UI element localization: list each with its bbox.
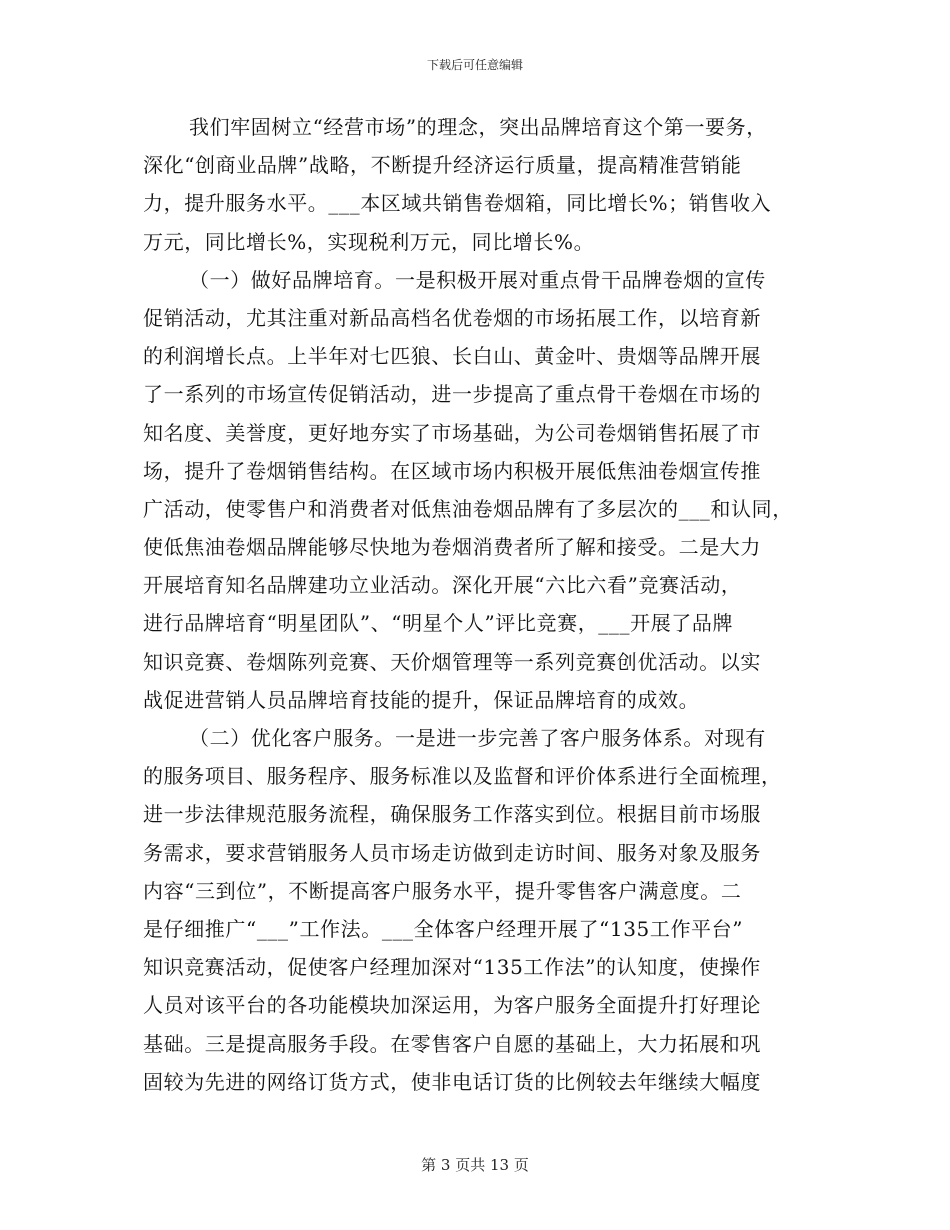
- page-header-note: 下载后可任意编辑: [426, 58, 523, 72]
- text-line: （一）做好品牌培育。一是积极开展对重点骨干品牌卷烟的宣传: [189, 267, 766, 292]
- text-line: 战促进营销人员品牌培育技能的提升，保证品牌培育的成效。: [143, 687, 700, 712]
- text-line: 固较为先进的网络订货方式，使非电话订货的比例较去年继续大幅度: [143, 1069, 761, 1094]
- text-line: （二）优化客户服务。一是进一步完善了客户服务体系。对现有: [189, 726, 766, 750]
- text-line: 力，提升服务水平。___本区域共销售卷烟箱，同比增长%；销售收入: [143, 191, 772, 216]
- text-line: 使低焦油卷烟品牌能够尽快地为卷烟消费者所了解和接受。二是大力: [143, 535, 761, 560]
- text-line: 万元，同比增长%，实现税利万元，同比增长%。: [143, 229, 595, 254]
- text-line: 进一步法律规范服务流程，确保服务工作落实到位。根据目前市场服: [143, 802, 761, 827]
- text-line: 的服务项目、服务程序、服务标准以及监督和评价体系进行全面梳理，: [143, 764, 782, 789]
- text-line: 知识竞赛、卷烟陈列竞赛、天价烟管理等一系列竞赛创优活动。以实: [143, 649, 761, 674]
- text-line: 知识竞赛活动，促使客户经理加深对“135工作法”的认知度，使操作: [143, 955, 761, 980]
- text-line: 进行品牌培育“明星团队”、“明星个人”评比竞赛，___开展了品牌: [143, 611, 734, 636]
- text-line: 知名度、美誉度，更好地夯实了市场基础，为公司卷烟销售拓展了市: [143, 420, 761, 445]
- text-line: 人员对该平台的各功能模块加深运用，为客户服务全面提升打好理论: [143, 993, 761, 1018]
- text-line: 基础。三是提高服务手段。在零售客户自愿的基础上，大力拓展和巩: [143, 1031, 761, 1056]
- text-line: 的利润增长点。上半年对七匹狼、长白山、黄金叶、贵烟等品牌开展: [143, 344, 761, 369]
- text-line: 促销活动，尤其注重对新品高档名优卷烟的市场拓展工作，以培育新: [143, 305, 761, 330]
- text-line: 了一系列的市场宣传促销活动，进一步提高了重点骨干卷烟在市场的: [143, 382, 761, 407]
- text-line: 深化“创商业品牌”战略，不断提升经济运行质量，提高精准营销能: [143, 153, 742, 178]
- text-line: 务需求，要求营销服务人员市场走访做到走访时间、服务对象及服务: [143, 840, 761, 865]
- text-line: 是仔细推广“___”工作法。___全体客户经理开展了“135工作平台”: [143, 916, 744, 941]
- text-line: 场，提升了卷烟销售结构。在区域市场内积极开展低焦油卷烟宣传推: [143, 458, 761, 483]
- text-line: 开展培育知名品牌建功立业活动。深化开展“六比六看”竞赛活动，: [143, 573, 742, 598]
- text-line: 内容“三到位”，不断提高客户服务水平，提升零售客户满意度。二: [143, 878, 742, 903]
- text-line: 我们牢固树立“经营市场”的理念，突出品牌培育这个第一要务，: [189, 115, 767, 139]
- page-number: 第 3 页共 13 页: [421, 1156, 529, 1174]
- document-body: [143, 108, 803, 1101]
- text-line: 广活动，使零售户和消费者对低焦油卷烟品牌有了多层次的___和认同，: [143, 496, 793, 521]
